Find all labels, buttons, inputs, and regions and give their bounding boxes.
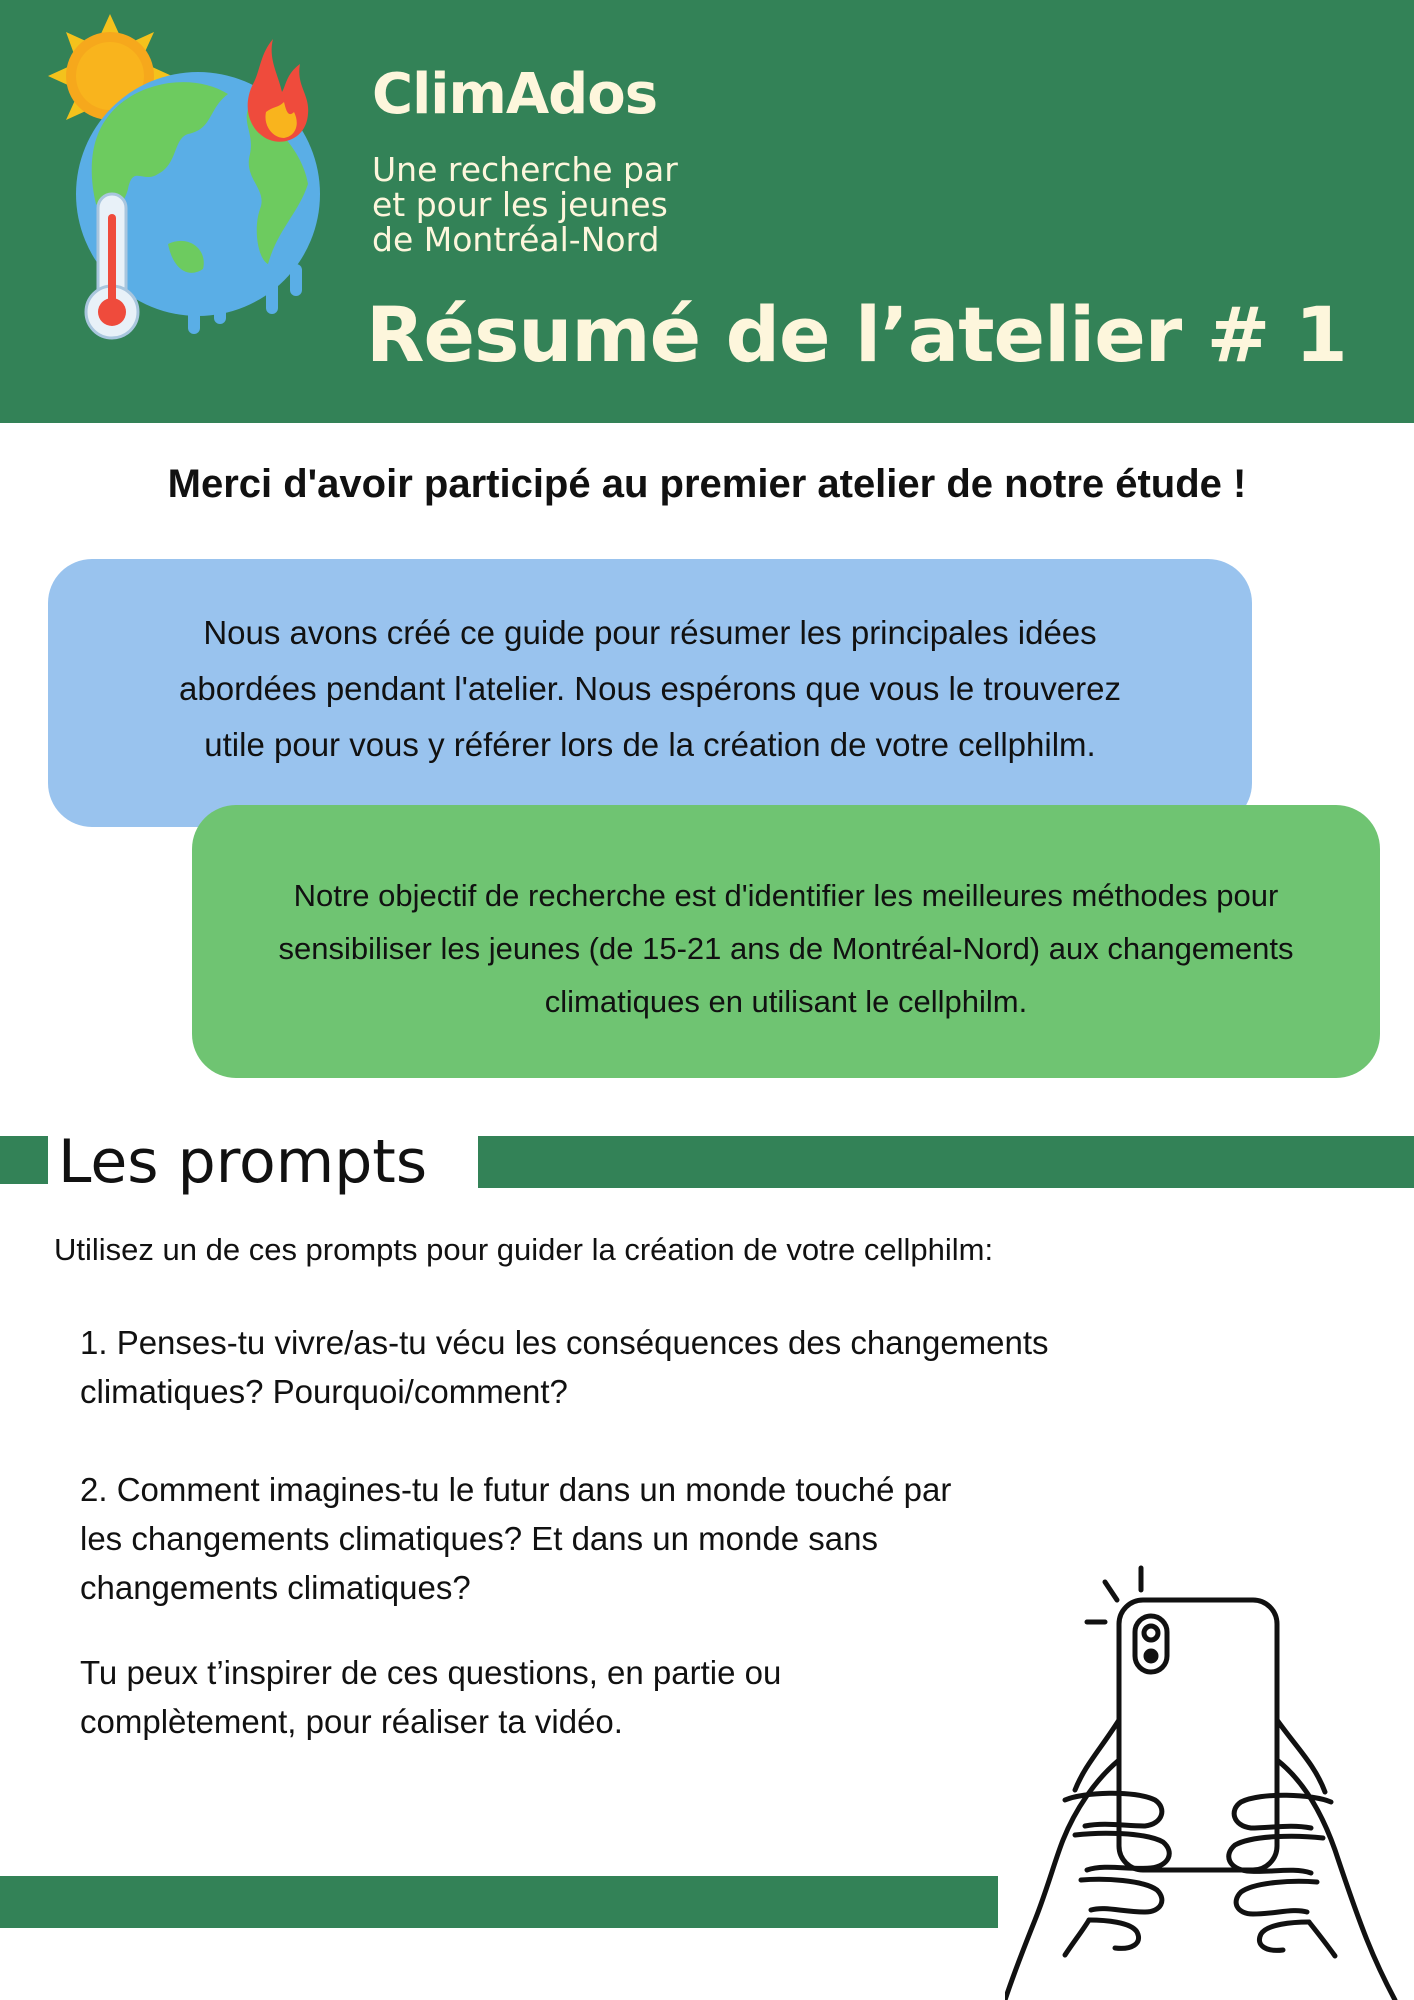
- tagline: [372, 152, 678, 257]
- bubble-line: utile pour vous y référer lors de la création de votre cellphilm.: [204, 726, 1096, 763]
- page-title: Résumé de l’atelier # 1: [366, 290, 1347, 379]
- bubble-line: Notre objectif de recherche est d'identifier les meilleures méthodes pour: [293, 878, 1279, 913]
- intro-bubble: [48, 559, 1252, 827]
- note-line: Tu peux t’inspirer de ces questions, en partie ou: [80, 1654, 782, 1691]
- prompt-line: les changements climatiques? Et dans un monde sans: [80, 1520, 878, 1557]
- note-line: complètement, pour réaliser ta vidéo.: [80, 1703, 623, 1740]
- tagline-line: de Montréal-Nord: [372, 220, 660, 259]
- thanks-heading: Merci d'avoir participé au premier atelier de notre étude !: [167, 462, 1247, 506]
- brand-name: ClimAdos: [372, 62, 658, 127]
- prompt-2: [80, 1465, 951, 1612]
- header-banner: [0, 0, 1414, 423]
- bubble-line: climatiques en utilisant le cellphilm.: [544, 984, 1028, 1019]
- hands-holding-phone-icon: [1005, 1560, 1414, 2000]
- prompts-intro: Utilisez un de ces prompts pour guider la création de votre cellphilm:: [54, 1232, 994, 1267]
- section-accent-right: [478, 1136, 1414, 1188]
- prompt-line: 2. Comment imagines-tu le futur dans un monde touché par: [80, 1471, 952, 1508]
- prompt-line: 1. Penses-tu vivre/as-tu vécu les conséquences des changements: [80, 1324, 1049, 1361]
- prompt-note: [80, 1648, 781, 1746]
- section-accent-left: [0, 1136, 48, 1184]
- prompt-1: [80, 1318, 1049, 1416]
- tagline-line: et pour les jeunes: [372, 185, 668, 224]
- tagline-line: Une recherche par: [372, 150, 678, 189]
- bubble-line: sensibiliser les jeunes (de 15-21 ans de Montréal-Nord) aux changements: [278, 931, 1294, 966]
- prompt-line: changements climatiques?: [80, 1569, 471, 1606]
- bottom-bar: [0, 1876, 998, 1928]
- bubble-line: Nous avons créé ce guide pour résumer les principales idées: [203, 614, 1097, 651]
- prompt-line: climatiques? Pourquoi/comment?: [80, 1373, 568, 1410]
- earth-sun-fire-thermometer-icon: [38, 14, 358, 354]
- section-title: Les prompts: [58, 1127, 428, 1197]
- bubble-line: abordées pendant l'atelier. Nous espérons que vous le trouverez: [179, 670, 1121, 707]
- objective-bubble: [192, 805, 1380, 1078]
